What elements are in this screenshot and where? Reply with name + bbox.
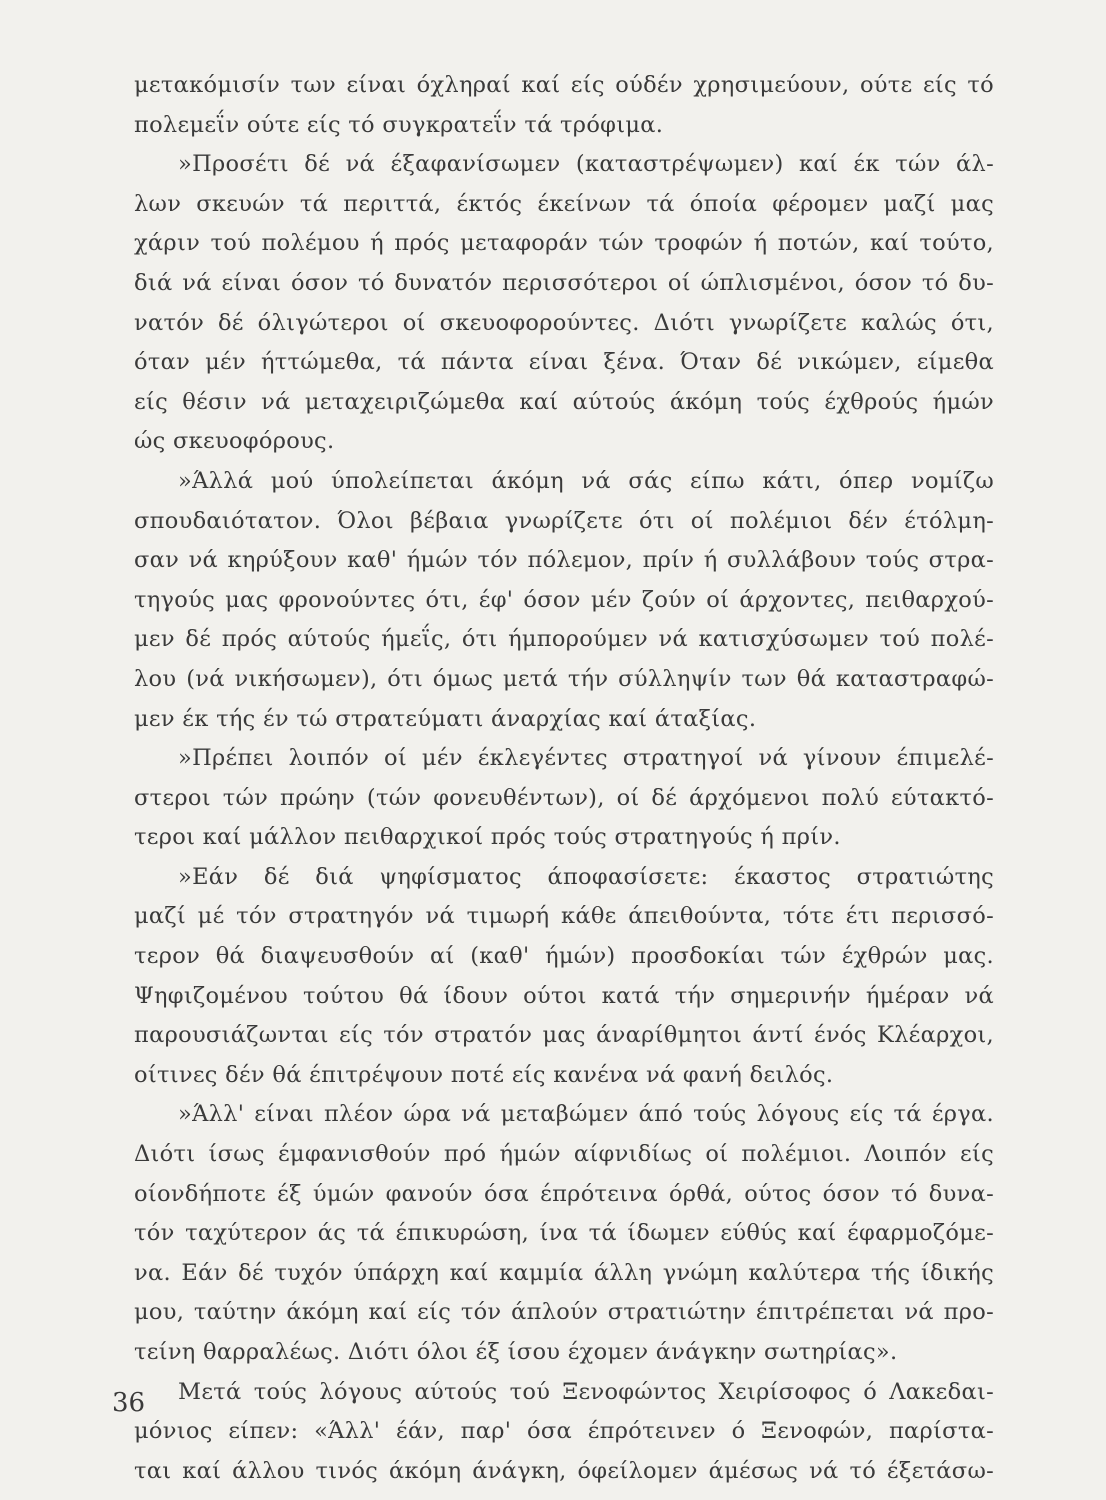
page-number: 36 (112, 1388, 146, 1418)
page-text (134, 66, 994, 1491)
text-line: όταν μέν ήττώμεθα, τά πάντα είναι ξένα. Όταν δέ νικώμεν, είμεθα (134, 349, 994, 376)
text-line: μου, ταύτην άκόμη καί είς τόν άπλούν στρατιώτην έπιτρέπεται νά προ- (134, 1299, 994, 1326)
paragraph-start-line: »Πρέπει λοιπόν οί μέν έκλεγέντες στρατηγοί νά γίνουν έπιμελέ- (178, 745, 994, 772)
paragraph-start-line: »Άλλά μού ύπολείπεται άκόμη νά σάς είπω κάτι, όπερ νομίζω (178, 467, 994, 494)
text-line: Ψηφιζομένου τούτου θά ίδουν ούτοι κατά τήν σημερινήν ήμέραν νά (134, 982, 994, 1009)
text-line: μόνιος είπεν: «Άλλ' έάν, παρ' όσα έπρότεινεν ό Ξενοφών, παρίστα- (134, 1418, 994, 1445)
text-line: οίονδήποτε έξ ύμών φανούν όσα έπρότεινα όρθά, ούτος όσον τό δυνα- (134, 1180, 994, 1207)
text-line: σπουδαιότατον. Όλοι βέβαια γνωρίζετε ότι οί πολέμιοι δέν έτόλμη- (134, 507, 994, 534)
text-line: μεν δέ πρός αύτούς ήμεΐς, ότι ήμπορούμεν νά κατισχύσωμεν τού πολέ- (134, 626, 994, 653)
text-line: διά νά είναι όσον τό δυνατόν περισσότεροι οί ώπλισμένοι, όσον τό δυ- (134, 269, 994, 296)
text-line: μεν έκ τής έν τώ στρατεύματι άναρχίας καί άταξίας. (134, 705, 757, 732)
text-line: χάριν τού πολέμου ή πρός μεταφοράν τών τροφών ή ποτών, καί τούτο, (134, 230, 994, 257)
text-line: λων σκευών τά περιττά, έκτός έκείνων τά όποία φέρομεν μαζί μας (134, 190, 994, 217)
text-line: τόν ταχύτερον άς τά έπικυρώση, ίνα τά ίδωμεν εύθύς καί έφαρμοζόμε- (134, 1220, 994, 1247)
text-line: τείνη θαρραλέως. Διότι όλοι έξ ίσου έχομεν άνάγκην σωτηρίας». (134, 1339, 898, 1365)
text-line: οίτινες δέν θά έπιτρέψουν ποτέ είς κανένα νά φανή δειλός. (134, 1061, 834, 1088)
text-line: Διότι ίσως έμφανισθούν πρό ήμών αίφνιδίως οί πολέμιοι. Λοιπόν είς (134, 1141, 994, 1168)
text-line: σαν νά κηρύξουν καθ' ήμών τόν πόλεμον, πρίν ή συλλάβουν τούς στρα- (134, 547, 994, 574)
text-line: πολεμεΐν ούτε είς τό συγκρατεΐν τά τρόφιμα. (134, 111, 664, 138)
text-line: μαζί μέ τόν στρατηγόν νά τιμωρή κάθε άπειθούντα, τότε έτι περισσό- (134, 903, 994, 930)
paragraph-start-line: »Προσέτι δέ νά έξαφανίσωμεν (καταστρέψωμεν) καί έκ τών άλ- (178, 151, 994, 178)
text-line: τηγούς μας φρονούντες ότι, έφ' όσον μέν ζούν οί άρχοντες, πειθαρχού- (134, 586, 994, 613)
text-line: ώς σκευοφόρους. (134, 428, 335, 455)
text-line: νατόν δέ όλιγώτεροι οί σκευοφορούντες. Διότι γνωρίζετε καλώς ότι, (134, 309, 994, 336)
text-line: τεροι καί μάλλον πειθαρχικοί πρός τούς στρατηγούς ή πρίν. (134, 824, 841, 851)
text-line: παρουσιάζωνται είς τόν στρατόν μας άναρίθμητοι άντί ένός Κλέαρχοι, (134, 1022, 994, 1049)
paragraph-start-line: »Άλλ' είναι πλέον ώρα νά μεταβώμεν άπό τούς λόγους είς τά έργα. (178, 1101, 994, 1128)
text-line: είς θέσιν νά μεταχειριζώμεθα καί αύτούς άκόμη τούς έχθρούς ήμών (134, 388, 994, 415)
paragraph-start-line: »Εάν δέ διά ψηφίσματος άποφασίσετε: έκαστος στρατιώτης (178, 863, 994, 890)
text-line: μετακόμισίν των είναι όχληραί καί είς ούδέν χρησιμεύουν, ούτε είς τό (134, 72, 994, 98)
text-line: τερον θά διαψευσθούν αί (καθ' ήμών) προσδοκίαι τών έχθρών μας. (134, 943, 994, 970)
text-line: να. Εάν δέ τυχόν ύπάρχη καί καμμία άλλη γνώμη καλύτερα τής ίδικής (134, 1259, 994, 1286)
text-line: ται καί άλλου τινός άκόμη άνάγκη, όφείλομεν άμέσως νά τό έξετάσω- (134, 1457, 994, 1484)
text-line: στεροι τών πρώην (τών φονευθέντων), οί δέ άρχόμενοι πολύ εύτακτό- (134, 784, 994, 811)
text-line: λου (νά νικήσωμεν), ότι όμως μετά τήν σύλληψίν των θά καταστραφώ- (134, 665, 994, 692)
paragraph-start-line: Μετά τούς λόγους αύτούς τού Ξενοφώντος Χειρίσοφος ό Λακεδαι- (178, 1378, 994, 1405)
